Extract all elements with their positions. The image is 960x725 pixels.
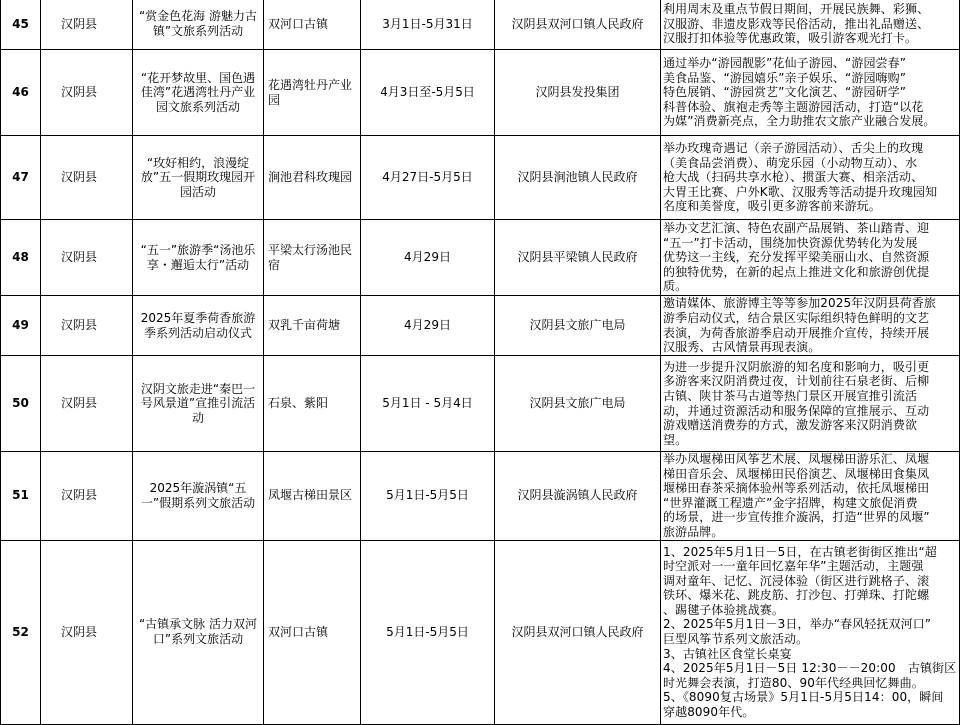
activity-name-cell: 2025年漩涡镇“五一”假期系列文旅活动 bbox=[133, 452, 264, 541]
county-cell: 汉阴县 bbox=[41, 452, 133, 541]
date-cell: 5月1日-5月5日 bbox=[361, 452, 495, 541]
date-cell: 4月27日-5月5日 bbox=[361, 136, 495, 220]
description-line: 调对童年、记忆、沉浸体验（街区进行跳格子、滚 bbox=[663, 573, 930, 588]
organizer-cell: 汉阴县涧池镇人民政府 bbox=[495, 136, 661, 220]
description-line: 邀请媒体、旅游博主等等参加2025年汉阴县荷香旅 bbox=[663, 296, 936, 311]
row-number: 46 bbox=[1, 50, 41, 136]
description-line: 质。 bbox=[663, 279, 688, 294]
organizer-cell: 汉阴县发投集团 bbox=[495, 50, 661, 136]
date-cell: 5月1日-5月5日 bbox=[361, 540, 495, 724]
date-cell: 4月29日 bbox=[361, 220, 495, 296]
activity-name-cell: “花开梦故里、国色遇佳湾”花遇湾牡丹产业园文旅系列活动 bbox=[133, 50, 264, 136]
description-line: 2、2025年5月1日－3日，举办“春风轻抚双河口” bbox=[663, 617, 932, 632]
description-line: 举办玫瑰奇遇记（亲子游园活动）、舌尖上的玫瑰 bbox=[663, 141, 924, 156]
county-cell: 汉阴县 bbox=[41, 540, 133, 724]
description-line: 为媒”消费新亮点，全力助推农文旅产业融合发展。 bbox=[663, 114, 936, 129]
description-cell bbox=[661, 0, 960, 50]
location-cell: 花遇湾牡丹产业园 bbox=[264, 50, 361, 136]
description-line: 通过举办“游园靓影”花仙子游园、“游园尝春” bbox=[663, 56, 907, 71]
description-line: 巨型风筝节系列文旅活动。 bbox=[663, 632, 809, 647]
location-cell: 凤堰古梯田景区 bbox=[264, 452, 361, 541]
description-line: 古镇、陕甘茶马古道等热门景区开展宣推引流活 bbox=[663, 388, 918, 403]
row-number: 49 bbox=[1, 296, 41, 356]
location-cell: 涧池君科玫瑰园 bbox=[264, 136, 361, 220]
description-cell bbox=[661, 50, 960, 136]
description-line: 特色展销、“游园赏艺”文化演艺、“游园研学” bbox=[663, 85, 907, 100]
organizer-cell: 汉阴县漩涡镇人民政府 bbox=[495, 452, 661, 541]
description-line: 名度和美誉度，吸引更多游客前来游玩。 bbox=[663, 199, 881, 214]
description-line: 3、古镇社区食堂长桌宴 bbox=[663, 646, 792, 661]
description-line: 动，并通过资源活动和服务保障的宣推展示、互动 bbox=[663, 403, 930, 418]
description-cell bbox=[661, 296, 960, 356]
description-line: 4、2025年5月1日－5日 12:30－－20:00 古镇街区 bbox=[663, 661, 957, 676]
description-cell bbox=[661, 136, 960, 220]
organizer-cell: 汉阴县文旅广电局 bbox=[495, 356, 661, 452]
location-cell: 双河口古镇 bbox=[264, 540, 361, 724]
description-line: 5、《8090复古场景》5月1日-5月5日14：00，瞬间 bbox=[663, 690, 944, 705]
description-cell bbox=[661, 452, 960, 541]
description-line: 大胃王比赛、户外K歌、汉服秀等活动提升玫瑰园知 bbox=[663, 184, 938, 199]
date-cell: 4月3日至-5月5日 bbox=[361, 50, 495, 136]
description-line: 科普体验、旗袍走秀等主题游园活动，打造“以花 bbox=[663, 99, 924, 114]
row-number: 51 bbox=[1, 452, 41, 541]
description-line: 、踢毽子体验挑战赛。 bbox=[663, 602, 785, 617]
county-cell: 汉阴县 bbox=[41, 0, 133, 50]
description-line: 穿越8090年代。 bbox=[663, 705, 755, 720]
county-cell: 汉阴县 bbox=[41, 356, 133, 452]
description-line: 的独特优势，在新的起点上推进文化和旅游创优提 bbox=[663, 264, 930, 279]
description-line: 表演，为荷香旅游季启动开展推介宣传，持续开展 bbox=[663, 325, 930, 340]
description-line: 1、2025年5月1日－5日，在古镇老街街区推出“超 bbox=[663, 544, 937, 559]
description-line: “世界灌溉工程遗产”金字招牌，构建文旅促消费 bbox=[663, 495, 918, 510]
description-line: 旅游品牌。 bbox=[663, 524, 724, 539]
description-line: 铁环、爆米花、跳皮筋、打沙包、打弹珠、打陀螺 bbox=[663, 588, 930, 603]
description-line: 梯田音乐会、凤堰梯田民俗演艺、凤堰梯田食集凤 bbox=[663, 466, 930, 481]
table-row bbox=[1, 356, 960, 452]
organizer-cell: 汉阴县双河口镇人民政府 bbox=[495, 540, 661, 724]
date-cell: 5月1日 - 5月4日 bbox=[361, 356, 495, 452]
organizer-cell: 汉阴县文旅广电局 bbox=[495, 296, 661, 356]
description-line: 多游客来汉阴消费过夜，计划前往石泉老街、后柳 bbox=[663, 374, 930, 389]
description-line: 举办凤堰梯田风筝艺术展、凤堰梯田游乐汇、凤堰 bbox=[663, 452, 930, 466]
description-cell bbox=[661, 220, 960, 296]
description-line: 汉服游、非遗皮影戏等民俗活动，推出礼品赠送、 bbox=[663, 16, 930, 31]
activity-name-cell: 汉阴文旅走进“秦巴一号风景道”宣推引流活动 bbox=[133, 356, 264, 452]
county-cell: 汉阴县 bbox=[41, 220, 133, 296]
activity-name-cell: 2025年夏季荷香旅游季系列活动启动仪式 bbox=[133, 296, 264, 356]
table-row bbox=[1, 50, 960, 136]
table-row bbox=[1, 452, 960, 541]
row-number: 45 bbox=[1, 0, 41, 50]
description-line: 游戏赠送消费券的方式，激发游客来汉阴消费欲 bbox=[663, 418, 918, 433]
location-cell: 双乳千亩荷塘 bbox=[264, 296, 361, 356]
activity-name-cell: “古镇承文脉 活力双河口”系列文旅活动 bbox=[133, 540, 264, 724]
description-line: 时空派对一一童年回忆嘉年华”主题活动，主题强 bbox=[663, 559, 924, 574]
description-line: （美食品尝消费）、萌宠乐园（小动物互动）、水 bbox=[663, 155, 918, 170]
location-cell: 石泉、紫阳 bbox=[264, 356, 361, 452]
activity-name-cell: “赏金色花海 游魅力古镇”文旅系列活动 bbox=[133, 0, 264, 50]
table-row bbox=[1, 0, 960, 50]
organizer-cell: 汉阴县平梁镇人民政府 bbox=[495, 220, 661, 296]
county-cell: 汉阴县 bbox=[41, 50, 133, 136]
description-line: 游季启动仪式，结合景区实际组织特色鲜明的文艺 bbox=[663, 310, 930, 325]
description-line: 举办文艺汇演、特色农副产品展销、茶山踏青、迎 bbox=[663, 221, 930, 236]
description-line: 枪大战（扫码共享水枪）、掼蛋大赛、相亲活动、 bbox=[663, 170, 924, 185]
activity-name-cell: “五一”旅游季“汤池乐享・邂逅太行”活动 bbox=[133, 220, 264, 296]
location-cell: 平梁太行汤池民宿 bbox=[264, 220, 361, 296]
description-cell bbox=[661, 356, 960, 452]
table-row bbox=[1, 540, 960, 724]
organizer-cell: 汉阴县双河口镇人民政府 bbox=[495, 0, 661, 50]
description-line: 时光舞会表演，打造80、90年代经典回忆舞曲。 bbox=[663, 675, 924, 690]
row-number: 47 bbox=[1, 136, 41, 220]
date-cell: 3月1日-5月31日 bbox=[361, 0, 495, 50]
description-line: 望。 bbox=[663, 432, 688, 447]
location-cell: 双河口古镇 bbox=[264, 0, 361, 50]
table-row bbox=[1, 296, 960, 356]
date-cell: 4月29日 bbox=[361, 296, 495, 356]
description-line: “五一”打卡活动，围绕加快资源优势转化为发展 bbox=[663, 235, 918, 250]
table-row bbox=[1, 136, 960, 220]
county-cell: 汉阴县 bbox=[41, 296, 133, 356]
description-line: 汉服秀、古风情景再现表演。 bbox=[663, 340, 821, 355]
row-number: 48 bbox=[1, 220, 41, 296]
description-line: 堰梯田春茶采摘体验州等系列活动，依托凤堰梯田 bbox=[663, 481, 930, 496]
description-line: 汉服打扣体验等优惠政策，吸引游客观光打卡。 bbox=[663, 31, 918, 46]
description-line: 为进一步提升汉阴旅游的知名度和影响力，吸引更 bbox=[663, 359, 930, 374]
activity-name-cell: “玫好相约，浪漫绽放”五一假期玫瑰园开园活动 bbox=[133, 136, 264, 220]
description-cell bbox=[661, 540, 960, 724]
county-cell: 汉阴县 bbox=[41, 136, 133, 220]
description-line: 的场景，进一步宣传推介漩涡，打造“世界的凤堰” bbox=[663, 510, 930, 525]
description-line: 美食品鉴、“游园嬉乐”亲子娱乐、“游园嗨购” bbox=[663, 70, 907, 85]
description-line: 优势这一主线，充分发挥平梁美丽山水、自然资源 bbox=[663, 250, 930, 265]
description-line: 利用周末及重点节假日期间，开展民族舞、彩狮、 bbox=[663, 2, 930, 17]
row-number: 52 bbox=[1, 540, 41, 724]
row-number: 50 bbox=[1, 356, 41, 452]
table-row bbox=[1, 220, 960, 296]
